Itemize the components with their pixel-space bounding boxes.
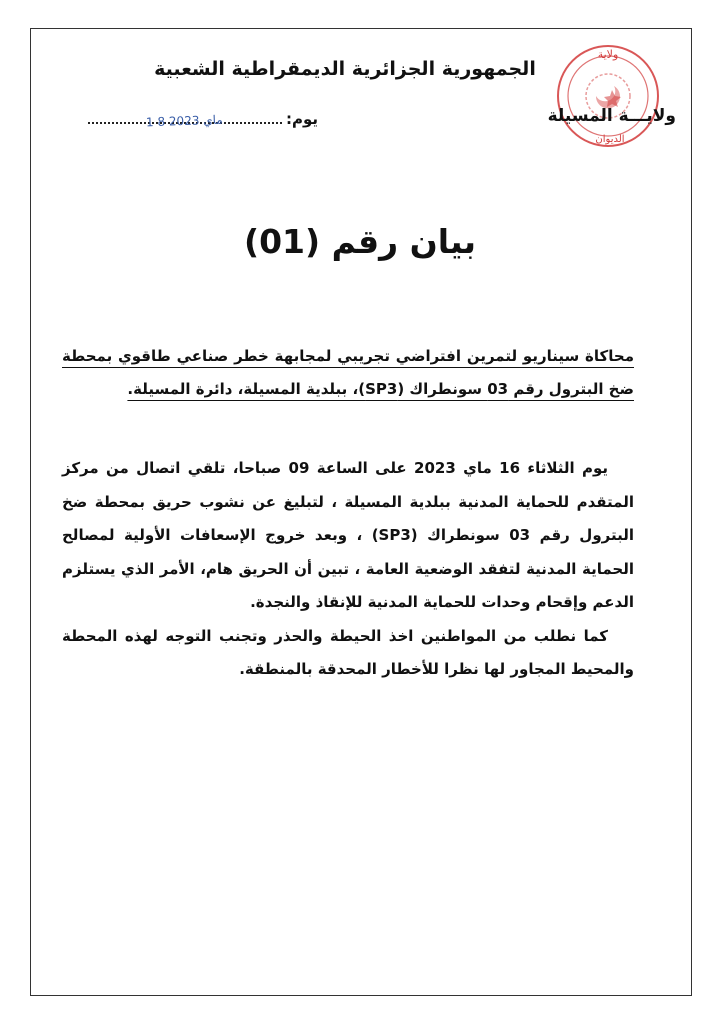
official-stamp (548, 34, 660, 152)
stamp-text-top: ولاية (597, 48, 619, 61)
wilaya-label: ولايـــة المسيلة (547, 106, 676, 126)
day-row (88, 110, 318, 136)
day-label: يوم: (285, 110, 318, 128)
document-body (62, 452, 634, 687)
body-paragraph-2: كما نطلب من المواطنين اخذ الحيطة والحذر وتجنب التوجه لهذه المحطة والمحيط المجاور لها نظرا للأخطار المحدقة بالمنطقة. (62, 626, 634, 678)
body-paragraph-1: يوم الثلاثاء 16 ماي 2023 على الساعة 09 صباحا، تلقي اتصال من مركز المتقدم للحماية المدنية ببلدية المسيلة ، لتبليغ عن نشوب حريق بمحطة ضخ البترول رقم 03 سونطراك (SP3) ، وبعد خروج الإسعافات الأولية لمصالح الحماية المدنية لتفقد الوضعية العامة ، تبين أن الحريق هام، الأمر الذي يستلزم الدعم وإقحام وحدات للحماية المدنية للإنقاذ والنجدة. (62, 459, 634, 611)
document-subject (62, 340, 634, 406)
republic-header: الجمهورية الجزائرية الديمقراطية الشعبية (154, 58, 536, 80)
subject-text: محاكاة سيناريو لتمرين افتراضي تجريبي لمجابهة خطر صناعي طاقوي بمحطة ضخ البترول رقم 03 سونطراك (SP3)، ببلدية المسيلة، دائرة المسيلة. (62, 347, 634, 398)
document-title: بيان رقم (01) (244, 222, 476, 261)
stamp-text-bottom: الديوان (595, 134, 625, 145)
date-stamp: 1 8 ماي 2023 (145, 112, 223, 130)
